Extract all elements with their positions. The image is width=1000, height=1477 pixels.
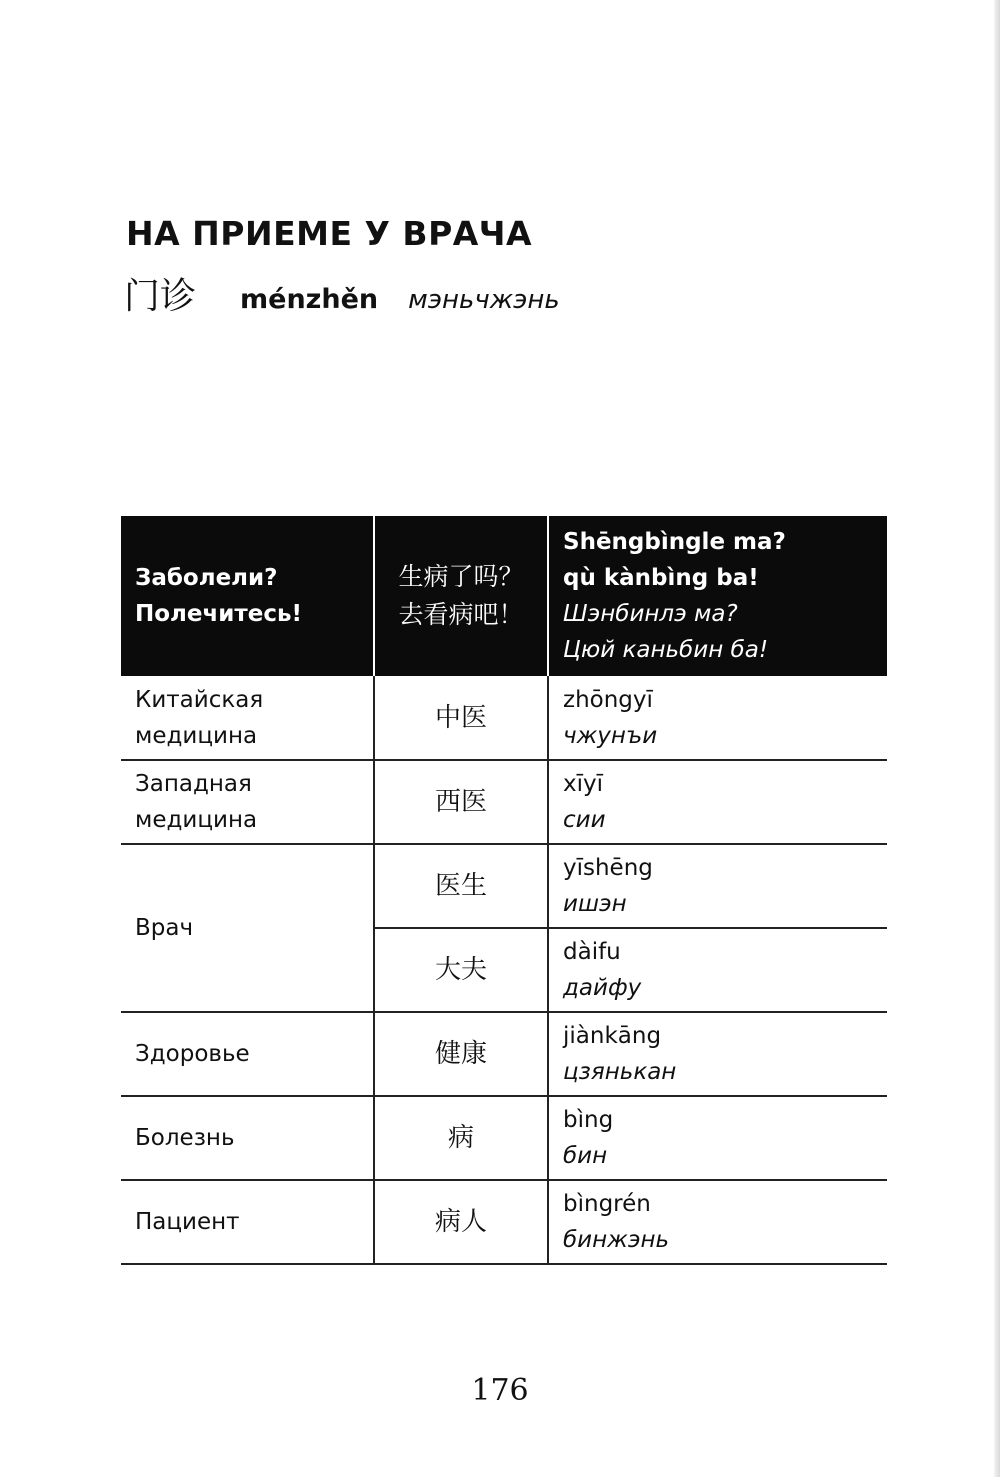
cell-chinese: 中医 — [374, 676, 548, 760]
cell-reading — [548, 844, 887, 928]
header-translit-line: Шэнбинлэ ма? — [563, 601, 738, 627]
topic-transliteration: мэньчжэнь — [408, 285, 560, 315]
cell-chinese: 大夫 — [374, 928, 548, 1012]
cell-reading — [548, 1180, 887, 1264]
cell-russian: Врач — [121, 844, 374, 1012]
cell-transliteration: бинжэнь — [563, 1227, 670, 1253]
topic-heading — [124, 268, 560, 319]
cell-pinyin: bìng — [563, 1107, 614, 1133]
cell-pinyin: zhōngyī — [563, 686, 653, 713]
topic-hanzi: 门诊 — [124, 276, 197, 317]
header-pinyin — [548, 516, 887, 676]
table-row — [121, 676, 887, 760]
cell-chinese: 医生 — [374, 844, 548, 928]
page-title: НА ПРИЕМЕ У ВРАЧА — [126, 214, 532, 253]
cell-pinyin: bìngrén — [563, 1191, 651, 1217]
phrase-table-header — [121, 516, 887, 676]
cell-chinese: 病人 — [374, 1180, 548, 1264]
cell-russian: Болезнь — [121, 1096, 374, 1180]
cell-transliteration: ишэн — [563, 891, 627, 917]
cell-chinese: 病 — [374, 1096, 548, 1180]
header-russian-line: Полечитесь! — [135, 601, 302, 627]
cell-russian: Пациент — [121, 1180, 374, 1264]
header-chinese-line: 生病了吗？ — [398, 562, 524, 591]
cell-pinyin: xīyī — [563, 771, 604, 797]
cell-reading — [548, 1012, 887, 1096]
cell-russian: Здоровье — [121, 1012, 374, 1096]
header-russian-line: Заболели? — [135, 565, 278, 591]
table-row — [121, 1012, 887, 1096]
cell-transliteration: дайфу — [563, 975, 642, 1001]
page-edge — [994, 0, 1000, 1477]
header-chinese — [374, 516, 548, 676]
cell-reading — [548, 676, 887, 760]
header-chinese-line: 去看病吧！ — [398, 600, 524, 629]
header-translit-line: Цюй каньбин ба! — [563, 637, 769, 663]
cell-transliteration: сии — [563, 807, 606, 833]
phrase-table — [121, 516, 887, 1265]
cell-reading — [548, 760, 887, 844]
cell-pinyin: yīshēng — [563, 855, 653, 881]
table-row — [121, 1096, 887, 1180]
table-row — [121, 1180, 887, 1264]
header-pinyin-line: qù kànbìng ba! — [563, 565, 759, 591]
cell-chinese: 西医 — [374, 760, 548, 844]
header-russian — [121, 516, 374, 676]
cell-russian: Западная медицина — [121, 760, 374, 844]
cell-reading — [548, 1096, 887, 1180]
cell-transliteration: чжунъи — [563, 722, 658, 749]
cell-transliteration: бин — [563, 1143, 608, 1169]
table-row — [121, 760, 887, 844]
cell-chinese: 健康 — [374, 1012, 548, 1096]
topic-pinyin: ménzhěn — [240, 284, 379, 315]
cell-pinyin: dàifu — [563, 939, 621, 965]
header-pinyin-line: Shēngbìngle ma? — [563, 529, 786, 555]
table-row — [121, 844, 887, 928]
cell-reading — [548, 928, 887, 1012]
cell-transliteration: цзянькан — [563, 1059, 677, 1085]
cell-russian: Китайская медицина — [121, 676, 374, 760]
cell-pinyin: jiànkāng — [563, 1023, 662, 1049]
page-number: 176 — [471, 1373, 529, 1408]
